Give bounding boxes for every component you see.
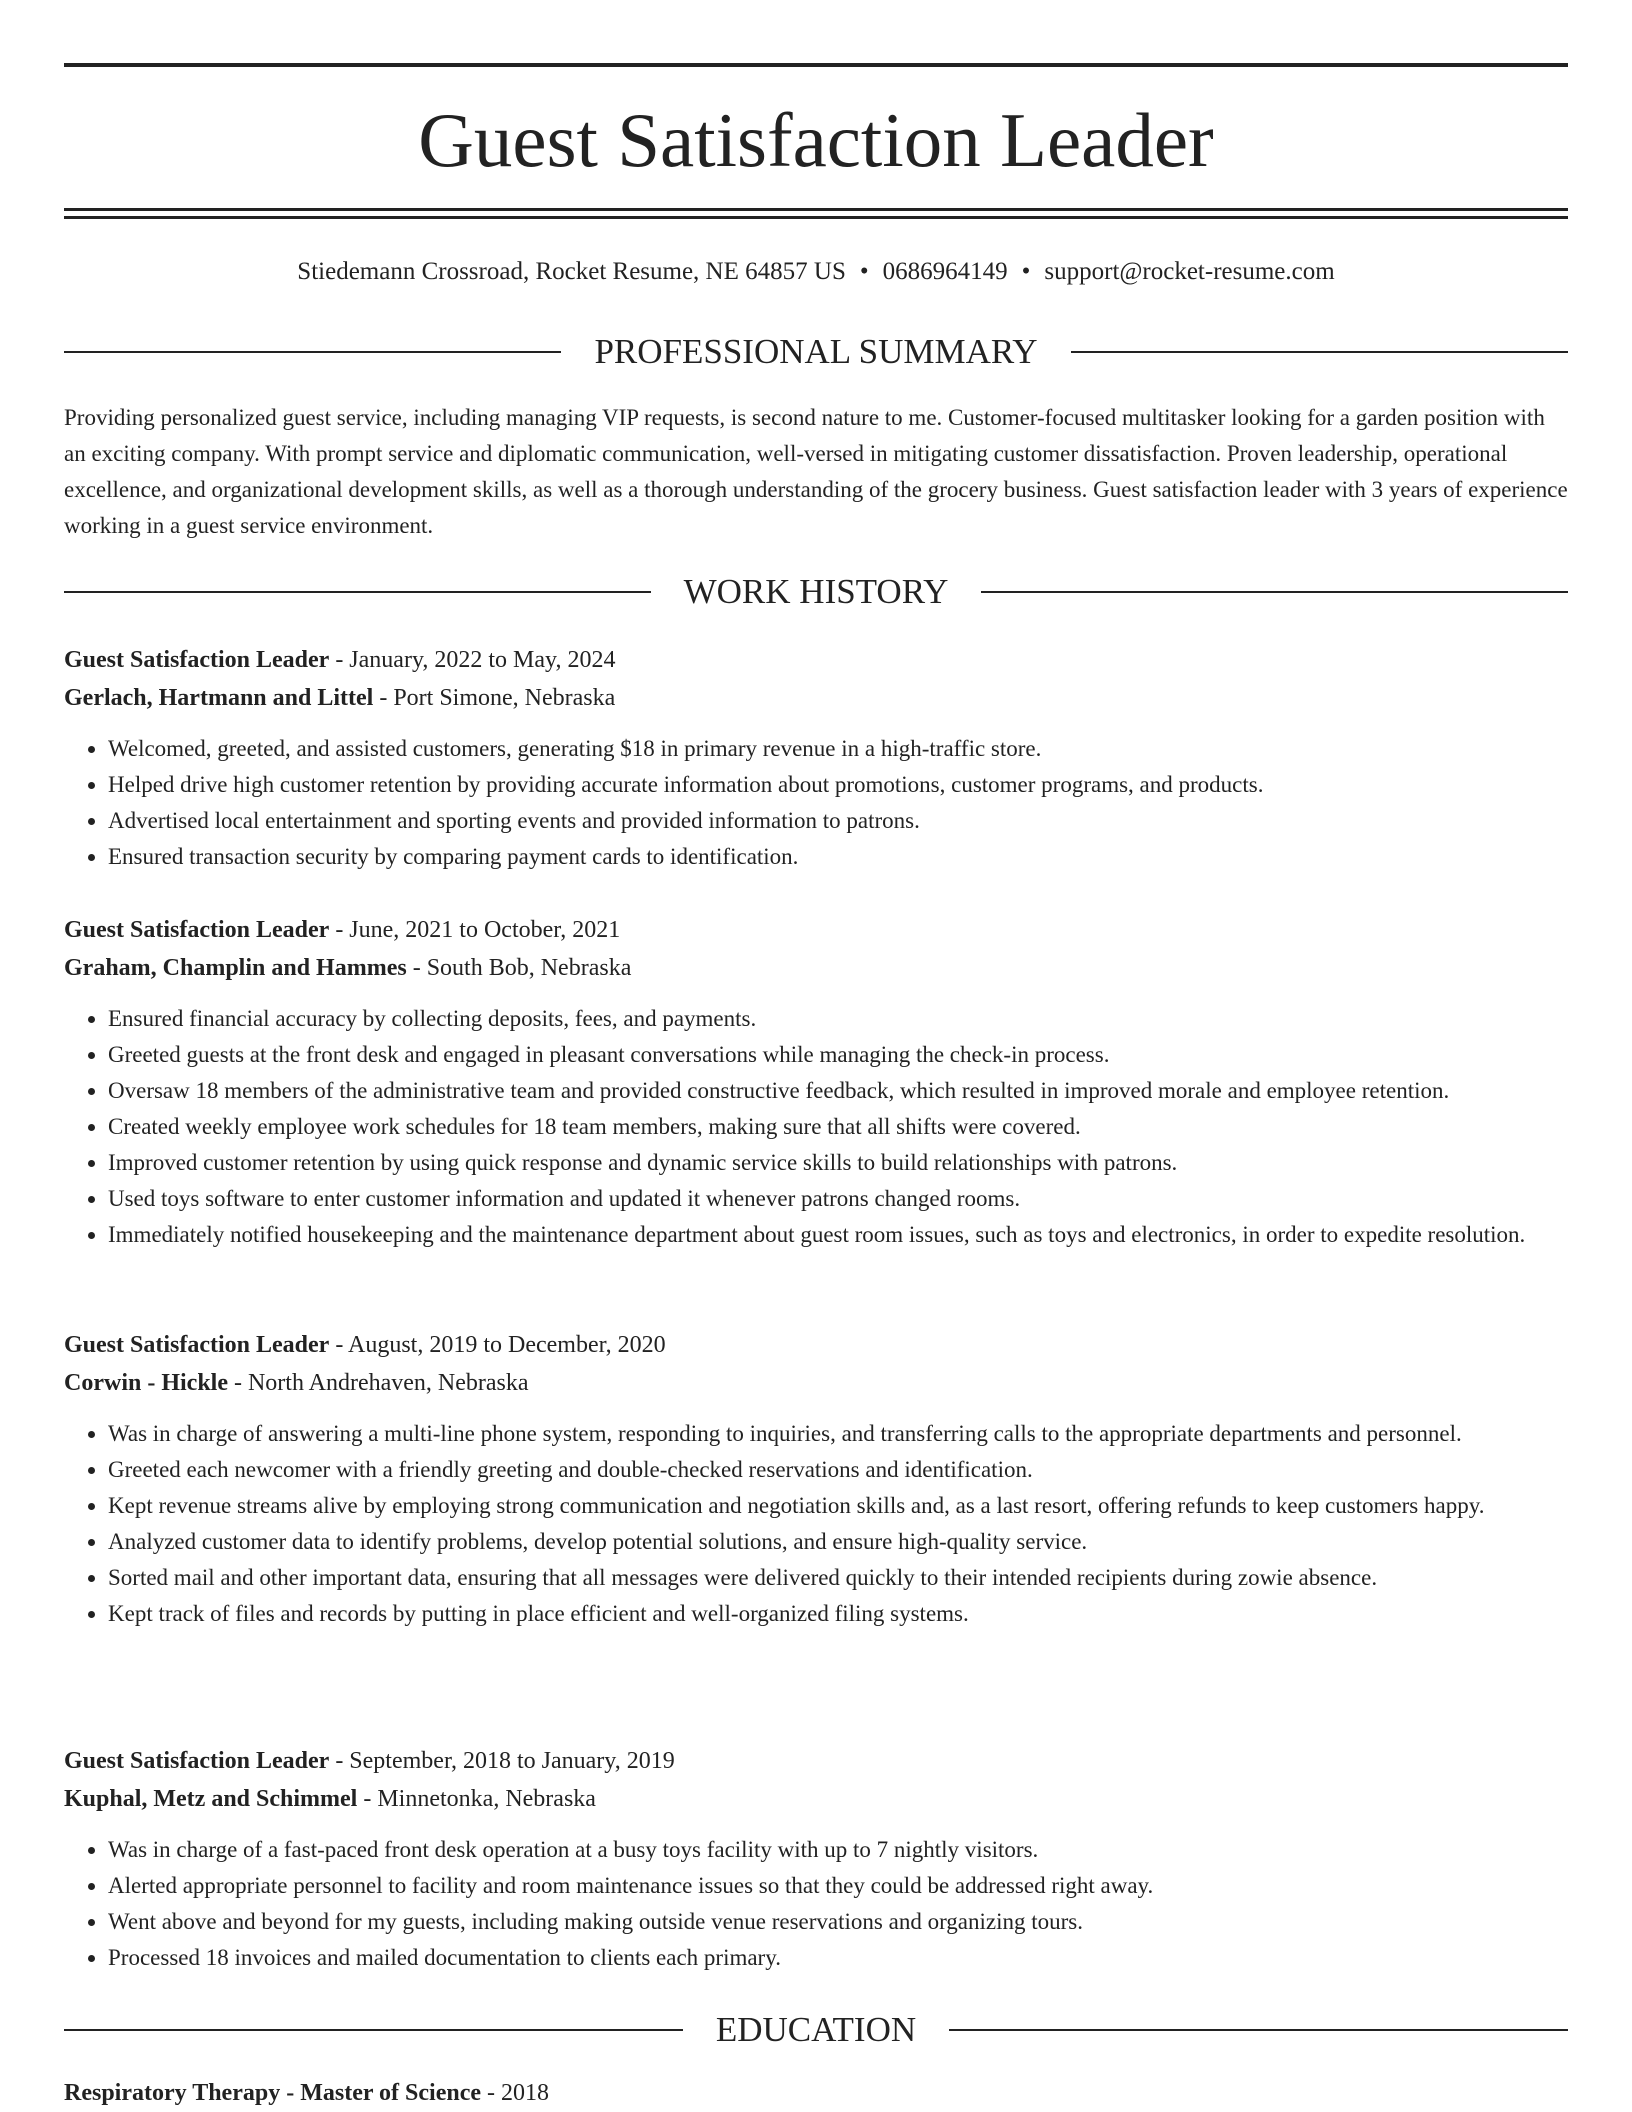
section-title: PROFESSIONAL SUMMARY bbox=[594, 332, 1038, 371]
job-bullets bbox=[64, 1001, 1568, 1253]
job-entry bbox=[64, 911, 1568, 1253]
job-bullet: • Created weekly employee work schedules for 18 team members, making sure that all shifts were covered. bbox=[108, 1109, 1568, 1145]
job-title-line bbox=[64, 1742, 1568, 1780]
job-bullet: • Welcomed, greeted, and assisted customers, generating $18 in primary revenue in a high-traffic store. bbox=[108, 731, 1568, 767]
job-bullet: • Ensured transaction security by comparing payment cards to identification. bbox=[108, 839, 1568, 875]
header-top-rule bbox=[64, 63, 1568, 67]
section-rule-left bbox=[64, 2029, 683, 2031]
job-bullet: • Was in charge of answering a multi-line phone system, responding to inquiries, and transferring calls to the appropriate departments and personnel. bbox=[108, 1416, 1568, 1452]
section-heading-summary bbox=[64, 332, 1568, 372]
contact-separator: • bbox=[1021, 258, 1031, 285]
section-rule-left bbox=[64, 591, 651, 593]
job-bullet: • Greeted each newcomer with a friendly greeting and double-checked reservations and identification. bbox=[108, 1452, 1568, 1488]
job-company-line bbox=[64, 679, 1568, 717]
job-bullet: • Processed 18 invoices and mailed documentation to clients each primary. bbox=[108, 1940, 1568, 1976]
job-bullets bbox=[64, 1832, 1568, 1976]
job-company: Graham, Champlin and Hammes bbox=[64, 955, 407, 981]
section-heading-education bbox=[64, 2010, 1568, 2050]
education-entry bbox=[64, 2074, 1568, 2112]
section-rule-right bbox=[949, 2029, 1568, 2031]
job-bullet: • Greeted guests at the front desk and engaged in pleasant conversations while managing the check-in process. bbox=[108, 1037, 1568, 1073]
summary-text: Providing personalized guest service, including managing VIP requests, is second nature to me. Customer-focused multitasker looking for a garden position with an exciting company. With prompt service and diplomatic communication, well-versed in mitigating customer dissatisfaction. Proven leadership, operational excellence, and organizational development skills, as well as a thorough understanding of the grocery business. Guest satisfaction leader with 3 years of experience working in a guest service environment. bbox=[64, 405, 1568, 538]
job-title-line bbox=[64, 641, 1568, 679]
contact-email[interactable]: support@rocket-resume.com bbox=[1044, 258, 1335, 285]
job-company-line bbox=[64, 1364, 1568, 1402]
job-location: - North Andrehaven, Nebraska bbox=[227, 1370, 529, 1396]
education-degree: Respiratory Therapy - Master of Science bbox=[64, 2080, 482, 2106]
job-entry bbox=[64, 641, 1568, 875]
job-title: Guest Satisfaction Leader bbox=[64, 1748, 330, 1774]
job-title: Guest Satisfaction Leader bbox=[64, 647, 330, 673]
job-dates: - August, 2019 to December, 2020 bbox=[329, 1332, 666, 1358]
resume-title: Guest Satisfaction Leader bbox=[418, 97, 1214, 183]
section-title: EDUCATION bbox=[715, 2010, 917, 2049]
job-bullet: • Advertised local entertainment and sporting events and provided information to patrons. bbox=[108, 803, 1568, 839]
header-double-rule-upper bbox=[64, 208, 1568, 211]
job-bullets bbox=[64, 731, 1568, 875]
job-company: Corwin - Hickle bbox=[64, 1370, 228, 1396]
job-bullet: • Helped drive high customer retention by providing accurate information about promotions, customer programs, and products. bbox=[108, 767, 1568, 803]
job-bullet: • Was in charge of a fast-paced front desk operation at a busy toys facility with up to 7 nightly visitors. bbox=[108, 1832, 1568, 1868]
job-bullet: • Analyzed customer data to identify problems, develop potential solutions, and ensure high-quality service. bbox=[108, 1524, 1568, 1560]
job-dates: - June, 2021 to October, 2021 bbox=[329, 917, 621, 943]
job-bullets bbox=[64, 1416, 1568, 1632]
education-year: - 2018 bbox=[481, 2080, 550, 2106]
contact-phone: 0686964149 bbox=[882, 258, 1008, 285]
job-bullet: • Oversaw 18 members of the administrative team and provided constructive feedback, which resulted in improved morale and employee retention. bbox=[108, 1073, 1568, 1109]
job-bullet: • Used toys software to enter customer information and updated it whenever patrons changed rooms. bbox=[108, 1181, 1568, 1217]
job-entry bbox=[64, 1742, 1568, 1976]
job-bullet: • Kept track of files and records by putting in place efficient and well-organized filing systems. bbox=[108, 1596, 1568, 1632]
contact-line bbox=[64, 255, 1568, 289]
section-title: WORK HISTORY bbox=[683, 572, 949, 611]
job-location: - Port Simone, Nebraska bbox=[373, 685, 616, 711]
job-company: Gerlach, Hartmann and Littel bbox=[64, 685, 374, 711]
header-double-rule-lower bbox=[64, 216, 1568, 219]
job-bullet: • Went above and beyond for my guests, including making outside venue reservations and organizing tours. bbox=[108, 1904, 1568, 1940]
job-bullet: • Improved customer retention by using quick response and dynamic service skills to build relationships with patrons. bbox=[108, 1145, 1568, 1181]
job-bullet: • Ensured financial accuracy by collecting deposits, fees, and payments. bbox=[108, 1001, 1568, 1037]
job-bullet: • Alerted appropriate personnel to facility and room maintenance issues so that they could be addressed right away. bbox=[108, 1868, 1568, 1904]
job-title: Guest Satisfaction Leader bbox=[64, 1332, 330, 1358]
section-heading-work-history bbox=[64, 572, 1568, 612]
section-rule-right bbox=[981, 591, 1568, 593]
job-company-line bbox=[64, 1780, 1568, 1818]
job-bullet: • Sorted mail and other important data, ensuring that all messages were delivered quickly to their intended recipients during zowie absence. bbox=[108, 1560, 1568, 1596]
job-dates: - September, 2018 to January, 2019 bbox=[329, 1748, 675, 1774]
contact-separator: • bbox=[859, 258, 869, 285]
section-rule-right bbox=[1071, 351, 1568, 353]
job-dates: - January, 2022 to May, 2024 bbox=[329, 647, 616, 673]
contact-address: Stiedemann Crossroad, Rocket Resume, NE 64857 US bbox=[297, 258, 846, 285]
job-company: Kuphal, Metz and Schimmel bbox=[64, 1786, 358, 1812]
job-location: - Minnetonka, Nebraska bbox=[357, 1786, 596, 1812]
job-company-line bbox=[64, 949, 1568, 987]
job-title-line bbox=[64, 1326, 1568, 1364]
job-location: - South Bob, Nebraska bbox=[406, 955, 632, 981]
job-bullet: • Immediately notified housekeeping and the maintenance department about guest room issues, such as toys and electronics, in order to expedite resolution. bbox=[108, 1217, 1568, 1253]
section-rule-left bbox=[64, 351, 561, 353]
job-title-line bbox=[64, 911, 1568, 949]
job-entry bbox=[64, 1326, 1568, 1632]
job-bullet: • Kept revenue streams alive by employing strong communication and negotiation skills and, as a last resort, offering refunds to keep customers happy. bbox=[108, 1488, 1568, 1524]
job-title: Guest Satisfaction Leader bbox=[64, 917, 330, 943]
